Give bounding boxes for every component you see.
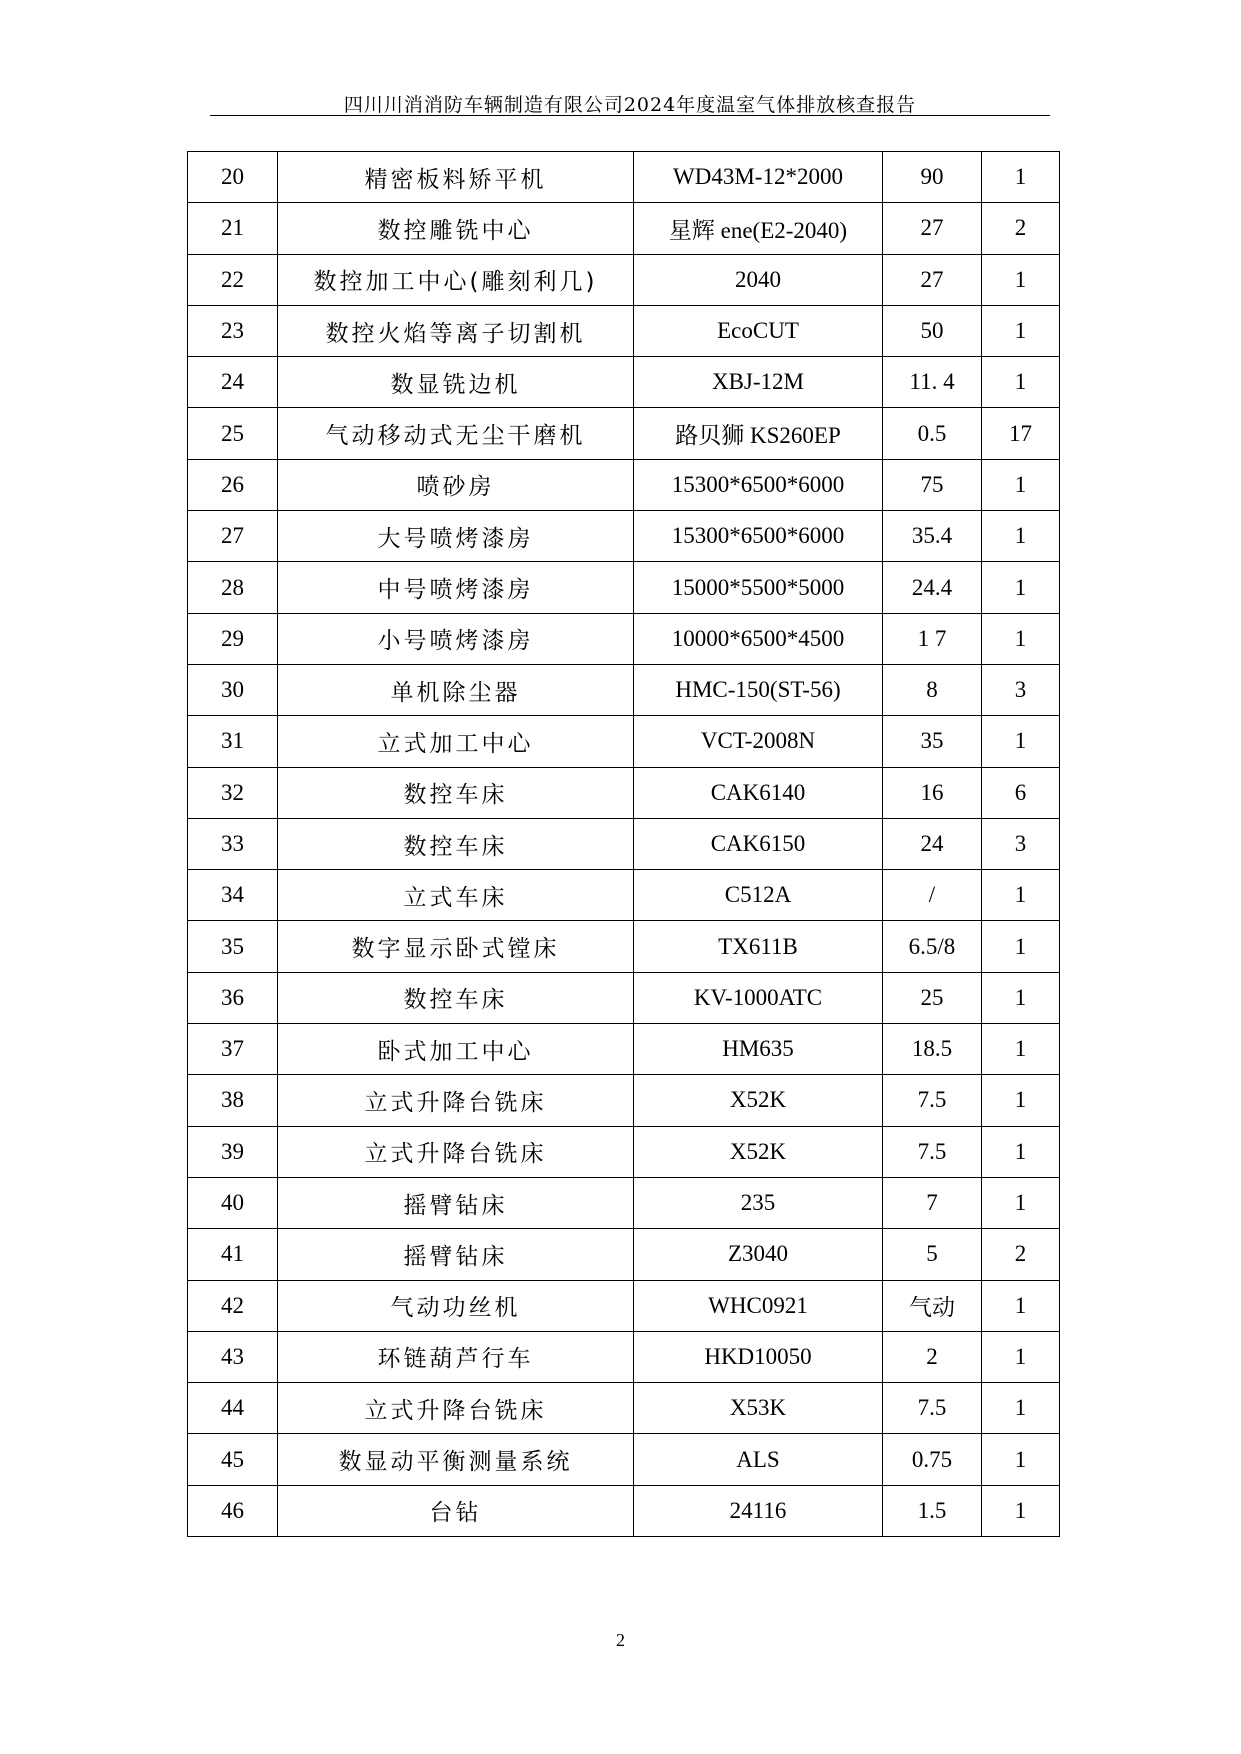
- power-cell: 27: [883, 254, 982, 305]
- quantity-cell: 1: [982, 1126, 1060, 1177]
- equipment-name-cell: 精密板料矫平机: [278, 152, 634, 203]
- model-spec-cell: 235: [634, 1177, 883, 1228]
- table-row: [188, 1126, 1060, 1177]
- quantity-cell: 1: [982, 511, 1060, 562]
- power-cell: 35.4: [883, 511, 982, 562]
- table-row: [188, 1177, 1060, 1228]
- table-row: [188, 1331, 1060, 1382]
- row-number-cell: 44: [188, 1383, 278, 1434]
- power-cell: 8: [883, 664, 982, 715]
- model-spec-cell: 星辉 ene(E2-2040): [634, 203, 883, 254]
- row-number-cell: 27: [188, 511, 278, 562]
- table-row: [188, 1229, 1060, 1280]
- row-number-cell: 22: [188, 254, 278, 305]
- equipment-table-body: [188, 152, 1060, 1537]
- quantity-cell: 1: [982, 152, 1060, 203]
- model-spec-cell: X53K: [634, 1383, 883, 1434]
- model-spec-cell: CAK6150: [634, 818, 883, 869]
- power-cell: 7.5: [883, 1383, 982, 1434]
- equipment-name-cell: 立式升降台铣床: [278, 1075, 634, 1126]
- quantity-cell: 1: [982, 1280, 1060, 1331]
- equipment-name-cell: 立式升降台铣床: [278, 1126, 634, 1177]
- row-number-cell: 28: [188, 562, 278, 613]
- equipment-name-cell: 数控车床: [278, 767, 634, 818]
- quantity-cell: 1: [982, 357, 1060, 408]
- table-row: [188, 1024, 1060, 1075]
- power-cell: 27: [883, 203, 982, 254]
- table-row: [188, 921, 1060, 972]
- quantity-cell: 1: [982, 972, 1060, 1023]
- row-number-cell: 42: [188, 1280, 278, 1331]
- table-row: [188, 511, 1060, 562]
- table-row: [188, 613, 1060, 664]
- equipment-name-cell: 立式升降台铣床: [278, 1383, 634, 1434]
- power-cell: 0.75: [883, 1434, 982, 1485]
- table-row: [188, 870, 1060, 921]
- page-number: 2: [616, 1630, 625, 1650]
- model-spec-cell: C512A: [634, 870, 883, 921]
- equipment-name-cell: 立式加工中心: [278, 716, 634, 767]
- table-row: [188, 1434, 1060, 1485]
- power-cell: 50: [883, 305, 982, 356]
- table-row: [188, 1485, 1060, 1536]
- model-spec-cell: HKD10050: [634, 1331, 883, 1382]
- power-cell: 25: [883, 972, 982, 1023]
- model-spec-cell: XBJ-12M: [634, 357, 883, 408]
- equipment-name-cell: 数控车床: [278, 818, 634, 869]
- row-number-cell: 20: [188, 152, 278, 203]
- quantity-cell: 1: [982, 921, 1060, 972]
- table-row: [188, 972, 1060, 1023]
- equipment-name-cell: 数控车床: [278, 972, 634, 1023]
- row-number-cell: 34: [188, 870, 278, 921]
- table-row: [188, 818, 1060, 869]
- equipment-name-cell: 数显动平衡测量系统: [278, 1434, 634, 1485]
- model-spec-cell: WHC0921: [634, 1280, 883, 1331]
- table-row: [188, 152, 1060, 203]
- power-cell: 11. 4: [883, 357, 982, 408]
- quantity-cell: 1: [982, 716, 1060, 767]
- quantity-cell: 17: [982, 408, 1060, 459]
- model-spec-cell: 15300*6500*6000: [634, 511, 883, 562]
- model-spec-cell: 10000*6500*4500: [634, 613, 883, 664]
- equipment-name-cell: 单机除尘器: [278, 664, 634, 715]
- power-cell: 2: [883, 1331, 982, 1382]
- quantity-cell: 1: [982, 562, 1060, 613]
- table-row: [188, 254, 1060, 305]
- equipment-name-cell: 气动功丝机: [278, 1280, 634, 1331]
- table-row: [188, 408, 1060, 459]
- quantity-cell: 1: [982, 613, 1060, 664]
- quantity-cell: 2: [982, 203, 1060, 254]
- quantity-cell: 1: [982, 1434, 1060, 1485]
- power-cell: 6.5/8: [883, 921, 982, 972]
- row-number-cell: 31: [188, 716, 278, 767]
- row-number-cell: 39: [188, 1126, 278, 1177]
- table-row: [188, 203, 1060, 254]
- equipment-name-cell: 数字显示卧式镗床: [278, 921, 634, 972]
- row-number-cell: 43: [188, 1331, 278, 1382]
- power-cell: 18.5: [883, 1024, 982, 1075]
- power-cell: 5: [883, 1229, 982, 1280]
- row-number-cell: 26: [188, 459, 278, 510]
- row-number-cell: 40: [188, 1177, 278, 1228]
- quantity-cell: 1: [982, 305, 1060, 356]
- model-spec-cell: 24116: [634, 1485, 883, 1536]
- quantity-cell: 6: [982, 767, 1060, 818]
- equipment-name-cell: 数控火焰等离子切割机: [278, 305, 634, 356]
- equipment-name-cell: 数显铣边机: [278, 357, 634, 408]
- model-spec-cell: X52K: [634, 1126, 883, 1177]
- row-number-cell: 35: [188, 921, 278, 972]
- table-row: [188, 305, 1060, 356]
- model-spec-cell: CAK6140: [634, 767, 883, 818]
- equipment-name-cell: 台钻: [278, 1485, 634, 1536]
- power-cell: 7.5: [883, 1075, 982, 1126]
- quantity-cell: 1: [982, 459, 1060, 510]
- equipment-name-cell: 中号喷烤漆房: [278, 562, 634, 613]
- power-cell: 35: [883, 716, 982, 767]
- table-row: [188, 716, 1060, 767]
- power-cell: 1.5: [883, 1485, 982, 1536]
- equipment-name-cell: 数控雕铣中心: [278, 203, 634, 254]
- equipment-name-cell: 摇臂钻床: [278, 1229, 634, 1280]
- model-spec-cell: 路贝狮 KS260EP: [634, 408, 883, 459]
- quantity-cell: 1: [982, 1485, 1060, 1536]
- table-row: [188, 357, 1060, 408]
- table-row: [188, 1383, 1060, 1434]
- quantity-cell: 2: [982, 1229, 1060, 1280]
- equipment-name-cell: 数控加工中心(雕刻利几): [278, 254, 634, 305]
- report-header-title: 四川川消消防车辆制造有限公司2024年度温室气体排放核查报告: [343, 94, 917, 116]
- quantity-cell: 3: [982, 818, 1060, 869]
- model-spec-cell: 15000*5500*5000: [634, 562, 883, 613]
- row-number-cell: 33: [188, 818, 278, 869]
- power-cell: 气动: [883, 1280, 982, 1331]
- row-number-cell: 38: [188, 1075, 278, 1126]
- model-spec-cell: HM635: [634, 1024, 883, 1075]
- model-spec-cell: Z3040: [634, 1229, 883, 1280]
- row-number-cell: 25: [188, 408, 278, 459]
- table-row: [188, 767, 1060, 818]
- equipment-table: [187, 151, 1060, 1537]
- power-cell: 1 7: [883, 613, 982, 664]
- row-number-cell: 21: [188, 203, 278, 254]
- power-cell: 0.5: [883, 408, 982, 459]
- quantity-cell: 1: [982, 1383, 1060, 1434]
- model-spec-cell: VCT-2008N: [634, 716, 883, 767]
- model-spec-cell: ALS: [634, 1434, 883, 1485]
- equipment-name-cell: 立式车床: [278, 870, 634, 921]
- model-spec-cell: 15300*6500*6000: [634, 459, 883, 510]
- quantity-cell: 1: [982, 254, 1060, 305]
- model-spec-cell: X52K: [634, 1075, 883, 1126]
- equipment-name-cell: 环链葫芦行车: [278, 1331, 634, 1382]
- equipment-name-cell: 喷砂房: [278, 459, 634, 510]
- table-row: [188, 664, 1060, 715]
- power-cell: 24: [883, 818, 982, 869]
- equipment-name-cell: 小号喷烤漆房: [278, 613, 634, 664]
- power-cell: 90: [883, 152, 982, 203]
- model-spec-cell: TX611B: [634, 921, 883, 972]
- row-number-cell: 46: [188, 1485, 278, 1536]
- row-number-cell: 37: [188, 1024, 278, 1075]
- row-number-cell: 36: [188, 972, 278, 1023]
- table-row: [188, 562, 1060, 613]
- table-row: [188, 459, 1060, 510]
- quantity-cell: 1: [982, 1331, 1060, 1382]
- model-spec-cell: EcoCUT: [634, 305, 883, 356]
- model-spec-cell: WD43M-12*2000: [634, 152, 883, 203]
- quantity-cell: 1: [982, 870, 1060, 921]
- power-cell: 7: [883, 1177, 982, 1228]
- power-cell: 24.4: [883, 562, 982, 613]
- quantity-cell: 3: [982, 664, 1060, 715]
- header-divider: [210, 115, 1050, 116]
- model-spec-cell: HMC-150(ST-56): [634, 664, 883, 715]
- equipment-name-cell: 卧式加工中心: [278, 1024, 634, 1075]
- row-number-cell: 29: [188, 613, 278, 664]
- row-number-cell: 23: [188, 305, 278, 356]
- row-number-cell: 30: [188, 664, 278, 715]
- quantity-cell: 1: [982, 1024, 1060, 1075]
- equipment-name-cell: 气动移动式无尘干磨机: [278, 408, 634, 459]
- model-spec-cell: 2040: [634, 254, 883, 305]
- row-number-cell: 45: [188, 1434, 278, 1485]
- row-number-cell: 41: [188, 1229, 278, 1280]
- quantity-cell: 1: [982, 1075, 1060, 1126]
- table-row: [188, 1075, 1060, 1126]
- row-number-cell: 24: [188, 357, 278, 408]
- power-cell: 7.5: [883, 1126, 982, 1177]
- power-cell: 16: [883, 767, 982, 818]
- power-cell: /: [883, 870, 982, 921]
- model-spec-cell: KV-1000ATC: [634, 972, 883, 1023]
- table-row: [188, 1280, 1060, 1331]
- power-cell: 75: [883, 459, 982, 510]
- equipment-name-cell: 大号喷烤漆房: [278, 511, 634, 562]
- equipment-name-cell: 摇臂钻床: [278, 1177, 634, 1228]
- row-number-cell: 32: [188, 767, 278, 818]
- quantity-cell: 1: [982, 1177, 1060, 1228]
